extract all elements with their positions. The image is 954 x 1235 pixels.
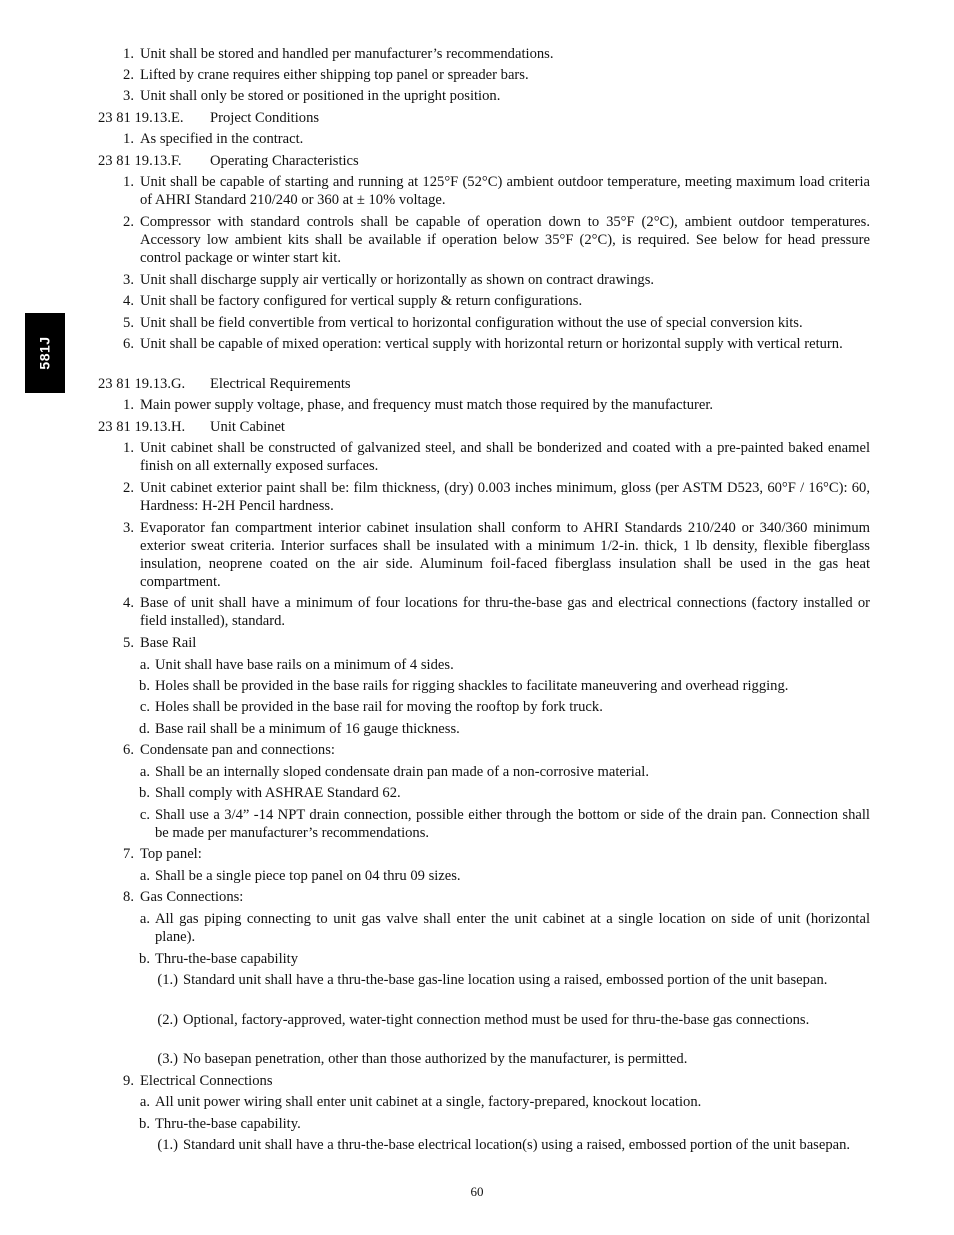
list-item-marker: 3. — [123, 88, 134, 104]
list-item-text: As specified in the contract. — [140, 131, 304, 147]
list-item-text: Lifted by crane requires either shipping top panel or spreader bars. — [140, 67, 529, 83]
list-item-marker: b. — [139, 951, 150, 967]
section-title: Electrical Requirements — [210, 376, 351, 392]
list-item-marker: 9. — [123, 1073, 134, 1089]
list-item-marker: 1. — [123, 131, 134, 147]
list-item-marker: 5. — [123, 315, 134, 331]
list-item-marker: 2. — [123, 480, 134, 496]
list-item-text: Unit shall be factory configured for vertical supply & return configurations. — [140, 293, 583, 309]
page-number: 60 — [470, 1184, 484, 1199]
list-item-text: Unit shall be capable of starting and running at 125°F (52°C) ambient outdoor temperature, meeting maximum load criteria of AHRI Standard 210/240 or 360 at ± 10% voltage. — [140, 174, 870, 208]
list-item-marker: b. — [139, 785, 150, 801]
list-item-text: No basepan penetration, other than those authorized by the manufacturer, is permitted. — [183, 1051, 688, 1067]
list-item-text: Shall be a single piece top panel on 04 thru 09 sizes. — [155, 868, 461, 884]
list-item-marker: a. — [139, 764, 150, 780]
list-item-marker: 4. — [123, 595, 134, 611]
list-item-text: Unit cabinet shall be constructed of galvanized steel, and shall be bonderized and coated with a pre-painted baked enamel finish on all externally exposed surfaces. — [140, 440, 870, 474]
list-item-marker: 5. — [123, 635, 134, 651]
section-code: 23 81 19.13.F. — [98, 153, 182, 169]
list-item-text: Unit shall be field convertible from vertical to horizontal configuration without the use of special conversion kits. — [140, 315, 803, 331]
list-item-text: All gas piping connecting to unit gas valve shall enter the unit cabinet at a single location on side of unit (horizontal plane). — [155, 911, 870, 945]
list-item-marker: c. — [139, 699, 150, 715]
section-title: Unit Cabinet — [210, 419, 285, 435]
list-item-marker: a. — [139, 1094, 150, 1110]
list-item-text: Standard unit shall have a thru-the-base electrical location(s) using a raised, embossed portion of the unit basepan. — [183, 1137, 851, 1153]
list-item-marker: 1. — [123, 440, 134, 456]
list-item-marker: (3.) — [157, 1051, 178, 1067]
list-item-marker: a. — [139, 911, 150, 927]
list-item-marker: 1. — [123, 397, 134, 413]
side-tab-label: 581J — [37, 336, 53, 370]
list-item-text: Condensate pan and connections: — [140, 742, 335, 758]
list-item-text: Optional, factory-approved, water-tight connection method must be used for thru-the-base gas connections. — [183, 1012, 810, 1028]
list-item-text: Electrical Connections — [140, 1073, 273, 1089]
list-item-text: Top panel: — [140, 846, 202, 862]
list-item-marker: 2. — [123, 214, 134, 230]
section-code: 23 81 19.13.E. — [98, 110, 184, 126]
list-item-marker: 7. — [123, 846, 134, 862]
list-item-marker: 3. — [123, 520, 134, 536]
list-item-text: Unit cabinet exterior paint shall be: film thickness, (dry) 0.003 inches minimum, gloss (per ASTM D523, 60°F / 16°C): 60, Hardness: H-2H Pencil hardness. — [140, 480, 870, 514]
list-item-text: Base rail shall be a minimum of 16 gauge thickness. — [155, 721, 460, 737]
list-item-marker: 6. — [123, 742, 134, 758]
list-item-text: Unit shall be capable of mixed operation: vertical supply with horizontal return or horizontal supply with vertical return. — [140, 336, 843, 352]
section-title: Operating Characteristics — [210, 153, 359, 169]
list-item-marker: b. — [139, 1116, 150, 1132]
list-item-text: Thru-the-base capability — [155, 951, 299, 967]
list-item-text: Evaporator fan compartment interior cabinet insulation shall conform to AHRI Standards 210/240 or 340/360 minimum exterior sweat criteria. Interior surfaces shall be insulated with a minimum 1/2-in. thick, 1 lb density, flexible fiberglass insulation, neoprene coated on the air side. Aluminum foil-faced fiberglass insulation shall be used in the gas heat compartment. — [140, 520, 870, 590]
list-item-text: Gas Connections: — [140, 889, 244, 905]
list-item-marker: 1. — [123, 174, 134, 190]
list-item-marker: b. — [139, 678, 150, 694]
list-item-text: Unit shall be stored and handled per manufacturer’s recommendations. — [140, 46, 554, 62]
list-item-text: Unit shall discharge supply air vertically or horizontally as shown on contract drawings. — [140, 272, 655, 288]
list-item-text: Shall comply with ASHRAE Standard 62. — [155, 785, 401, 801]
section-title: Project Conditions — [210, 110, 320, 126]
list-item-text: Base Rail — [140, 635, 197, 651]
section-code: 23 81 19.13.H. — [98, 419, 186, 435]
list-item-text: Compressor with standard controls shall be capable of operation down to 35°F (2°C), ambient outdoor temperatures. Accessory low ambient kits shall be available if operation below 35°F (2°C), is required. See below for head pressure control package or winter start kit. — [140, 214, 870, 266]
list-item-marker: 4. — [123, 293, 134, 309]
list-item-text: Base of unit shall have a minimum of four locations for thru-the-base gas and electrical connections (factory installed or field installed), standard. — [140, 595, 870, 629]
list-item-text: Shall use a 3/4” -14 NPT drain connection, possible either through the bottom or side of the drain pan. Connection shall be made per manufacturer’s recommendations. — [155, 807, 870, 841]
list-item-marker: 1. — [123, 46, 134, 62]
list-item-text: Unit shall only be stored or positioned in the upright position. — [140, 88, 501, 104]
list-item-text: Thru-the-base capability. — [155, 1116, 301, 1132]
list-item-marker: 2. — [123, 67, 134, 83]
list-item-text: Holes shall be provided in the base rail for moving the rooftop by fork truck. — [155, 699, 603, 715]
list-item-marker: a. — [139, 868, 150, 884]
list-item-text: Shall be an internally sloped condensate drain pan made of a non-corrosive material. — [155, 764, 649, 780]
section-code: 23 81 19.13.G. — [98, 376, 186, 392]
list-item-marker: (2.) — [157, 1012, 178, 1028]
list-item-marker: d. — [139, 721, 150, 737]
list-item-marker: (1.) — [157, 1137, 178, 1153]
list-item-marker: 3. — [123, 272, 134, 288]
side-tab — [25, 313, 65, 393]
list-item-text: Unit shall have base rails on a minimum of 4 sides. — [155, 657, 454, 673]
list-item-marker: a. — [139, 657, 150, 673]
list-item-marker: (1.) — [157, 972, 178, 988]
list-item-marker: 8. — [123, 889, 134, 905]
list-item-text: Main power supply voltage, phase, and frequency must match those required by the manufacturer. — [140, 397, 714, 413]
list-item-marker: c. — [139, 807, 150, 823]
list-item-text: All unit power wiring shall enter unit cabinet at a single, factory-prepared, knockout location. — [155, 1094, 702, 1110]
list-item-marker: 6. — [123, 336, 134, 352]
list-item-text: Holes shall be provided in the base rails for rigging shackles to facilitate maneuvering and overhead rigging. — [155, 678, 789, 694]
list-item-text: Standard unit shall have a thru-the-base gas-line location using a raised, embossed portion of the unit basepan. — [183, 972, 828, 988]
